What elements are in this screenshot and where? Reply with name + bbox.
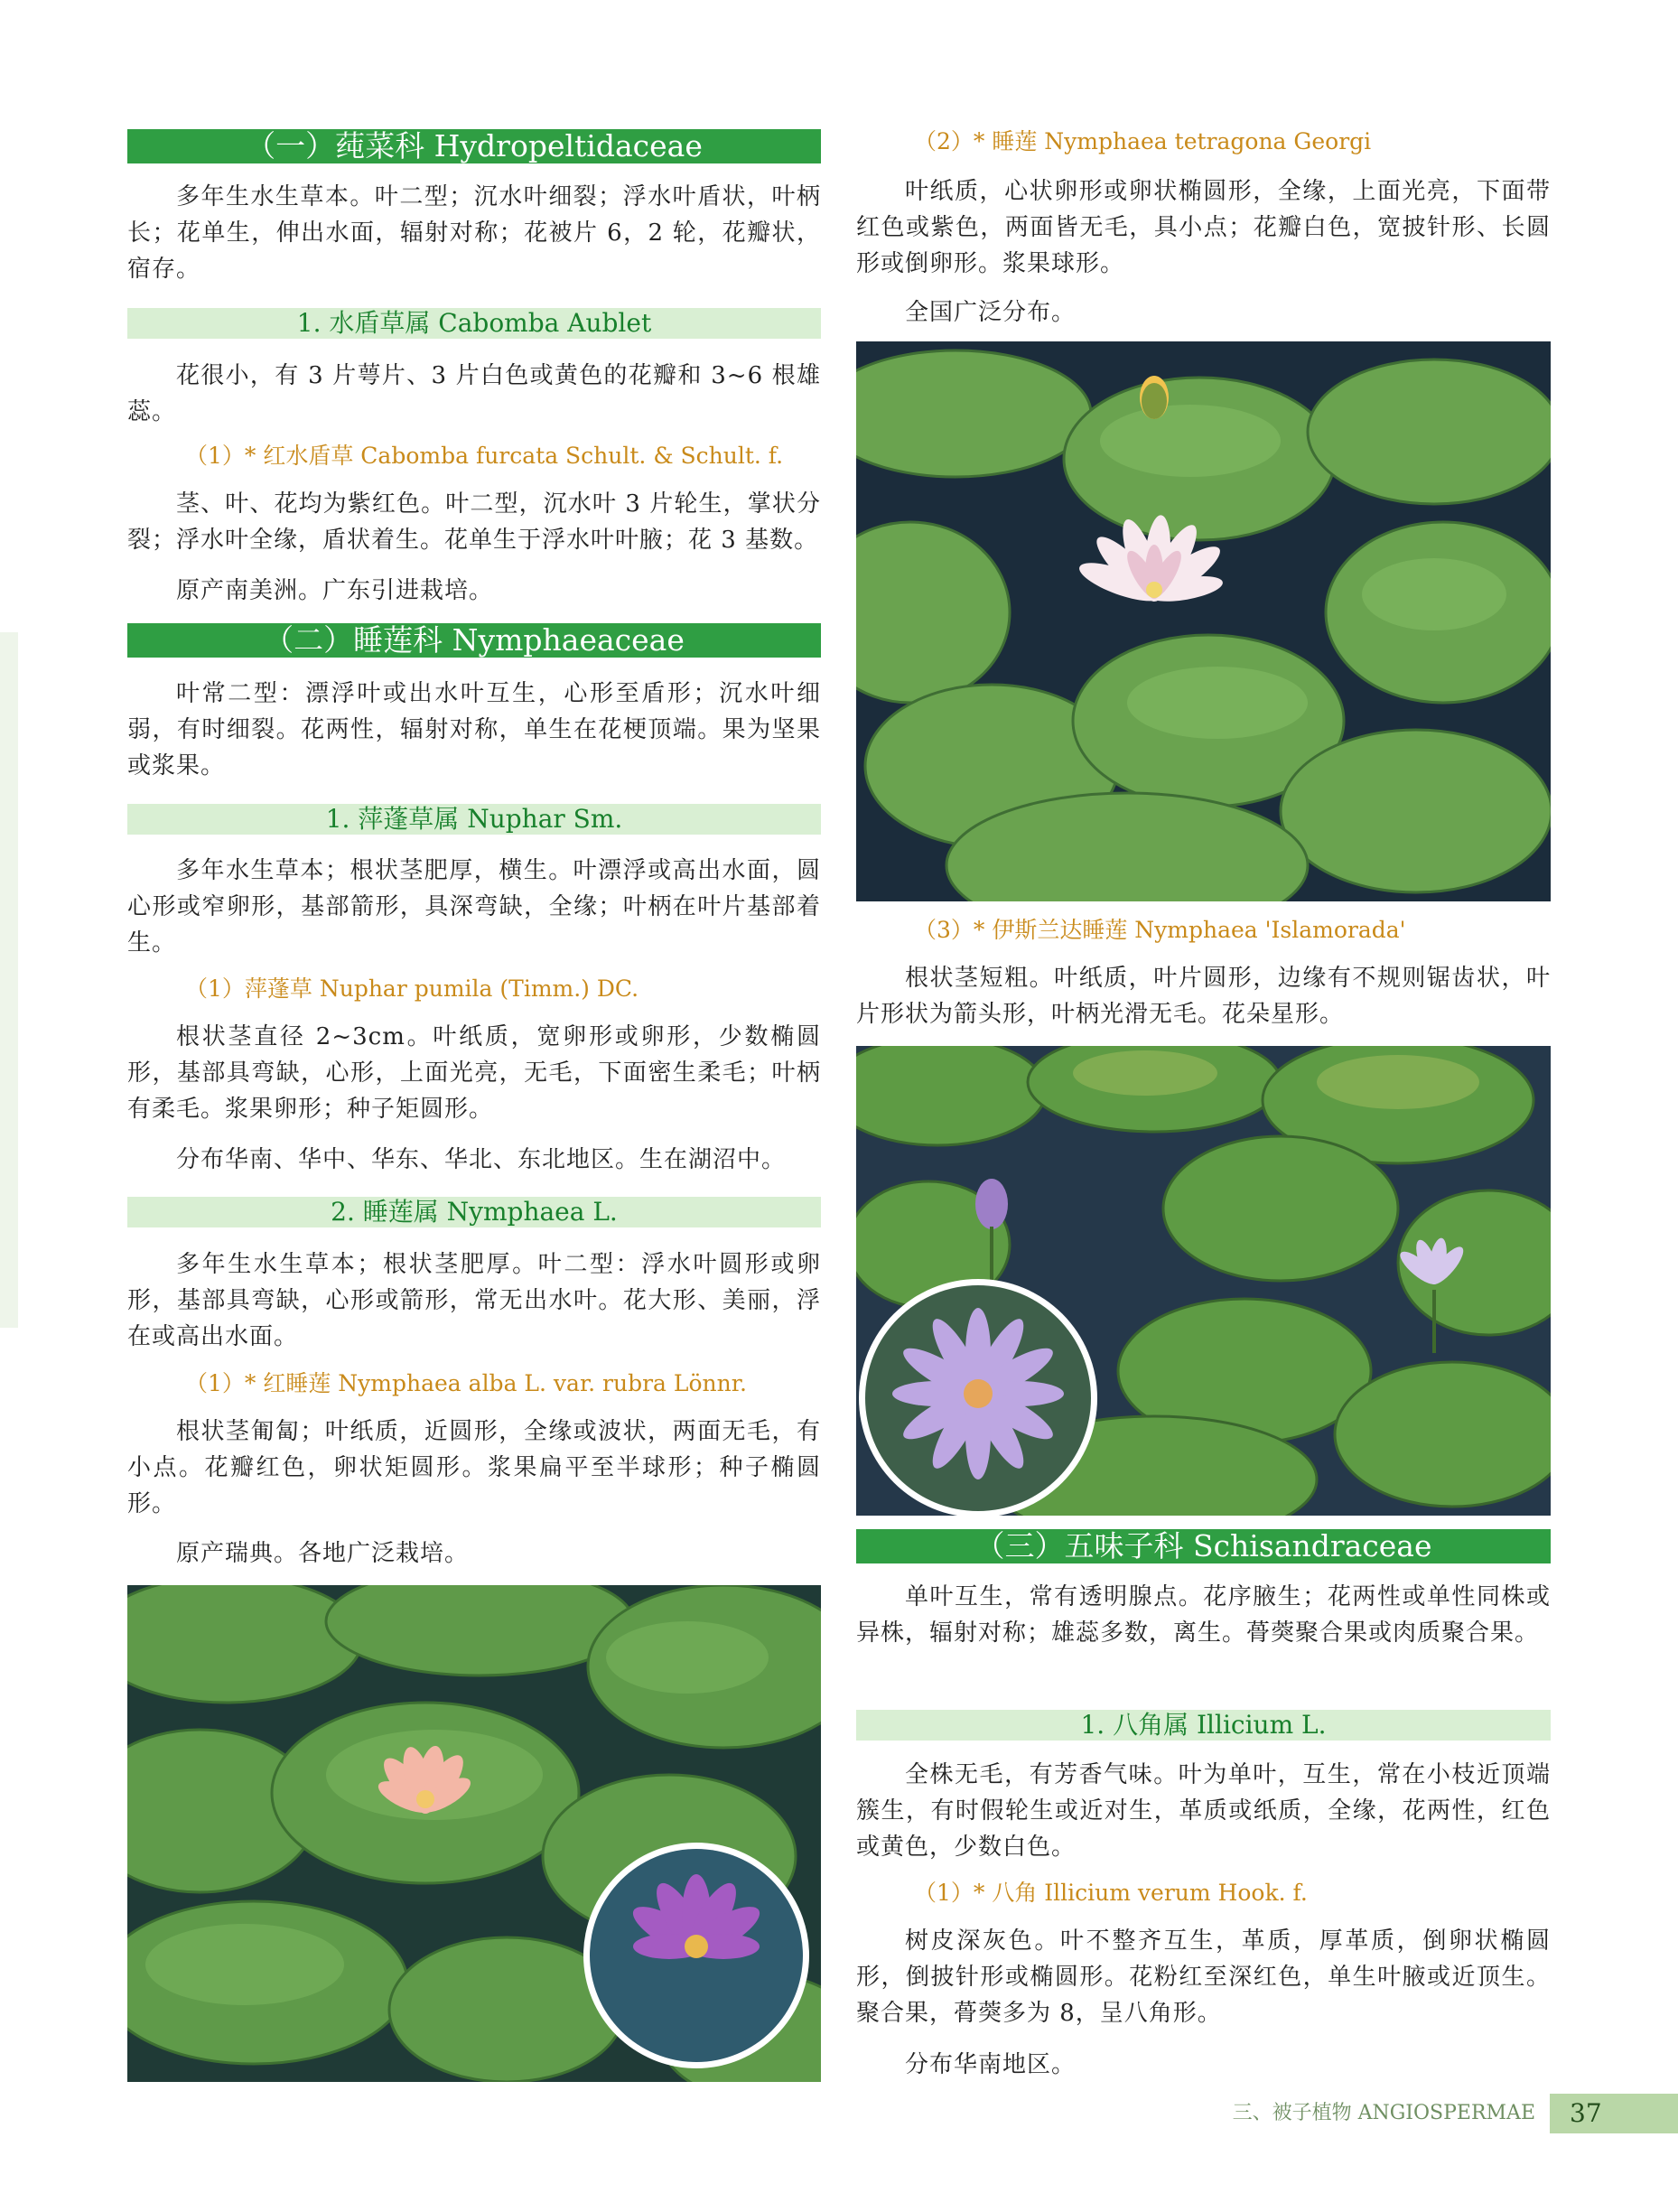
species-description: 叶纸质，心状卵形或卵状椭圆形，全缘，上面光亮，下面带红色或紫色，两面皆无毛，具小点；花瓣白色，宽披针形、长圆形或倒卵形。浆果球形。 (856, 178, 1551, 277)
genus-heading-nymphaea: 2. 睡莲属 Nymphaea L. (127, 1197, 821, 1227)
genus-description: 多年生水生草本；根状茎肥厚。叶二型：浮水叶圆形或卵形，基部具弯缺，心形或箭形，常无出水叶。花大形、美丽，浮在或高出水面。 (127, 1251, 821, 1350)
species-distribution: 分布华南、华中、华东、华北、东北地区。生在湖沼中。 (176, 1146, 787, 1173)
species-description: 根状茎短粗。叶纸质，叶片圆形，边缘有不规则锯齿状，叶片形状为箭头形，叶柄光滑无毛。花朵星形。 (856, 965, 1551, 1028)
footer-section-title: 三、被子植物 ANGIOSPERMAE (1232, 2102, 1535, 2124)
species-description: 根状茎直径 2~3cm。叶纸质，宽卵形或卵形，少数椭圆形，基部具弯缺，心形，上面光亮，无毛，下面密生柔毛；叶柄有柔毛。浆果卵形；种子矩圆形。 (127, 1023, 821, 1123)
photo-islamorada-water-lily (856, 1046, 1551, 1516)
species-heading-nymphaea-tetragona: （2）* 睡莲 Nymphaea tetragona Georgi (914, 128, 1372, 154)
species-heading-illicium-verum: （1）* 八角 Illicium verum Hook. f. (914, 1880, 1308, 1906)
genus-heading-illicium: 1. 八角属 Illicium L. (856, 1710, 1551, 1741)
page-number: 37 (1550, 2094, 1678, 2133)
family-heading-schisandraceae: （三）五味子科 Schisandraceae (856, 1529, 1551, 1563)
photo-white-water-lily (856, 341, 1551, 901)
species-distribution: 原产瑞典。各地广泛栽培。 (176, 1540, 470, 1567)
species-description: 树皮深灰色。叶不整齐互生，革质，厚革质，倒卵状椭圆形，倒披针形或椭圆形。花粉红至深红色，单生叶腋或近顶生。聚合果，蓇葖多为 8，呈八角形。 (856, 1927, 1551, 2027)
page-margin-strip (0, 632, 18, 1328)
species-heading-cabomba-furcata: （1）* 红水盾草 Cabomba furcata Schult. & Schult. f. (185, 443, 784, 469)
species-description: 茎、叶、花均为紫红色。叶二型，沉水叶 3 片轮生，掌状分裂；浮水叶全缘，盾状着生。花单生于浮水叶叶腋；花 3 基数。 (127, 490, 821, 554)
family-heading-nymphaeaceae: （二）睡莲科 Nymphaeaceae (127, 623, 821, 658)
family-description: 叶常二型：漂浮叶或出水叶互生，心形至盾形；沉水叶细弱，有时细裂。花两性，辐射对称，单生在花梗顶端。果为坚果或浆果。 (127, 680, 821, 779)
species-description: 根状茎匍匐；叶纸质，近圆形，全缘或波状，两面无毛，有小点。花瓣红色，卵状矩圆形。浆果扁平至半球形；种子椭圆形。 (127, 1418, 821, 1517)
family-description: 多年生水生草本。叶二型；沉水叶细裂；浮水叶盾状，叶柄长；花单生，伸出水面，辐射对称；花被片 6，2 轮，花瓣状，宿存。 (127, 183, 821, 283)
species-distribution: 原产南美洲。广东引进栽培。 (176, 577, 494, 604)
species-heading-nymphaea-islamorada: （3）* 伊斯兰达睡莲 Nymphaea 'Islamorada' (914, 917, 1406, 943)
species-distribution: 全国广泛分布。 (905, 299, 1077, 326)
genus-heading-nuphar: 1. 萍蓬草属 Nuphar Sm. (127, 804, 821, 835)
genus-heading-cabomba: 1. 水盾草属 Cabomba Aublet (127, 308, 821, 339)
genus-description: 多年水生草本；根状茎肥厚，横生。叶漂浮或高出水面，圆心形或窄卵形，基部箭形，具深弯缺，全缘；叶柄在叶片基部着生。 (127, 857, 821, 957)
photo-red-water-lily (127, 1585, 821, 2082)
species-distribution: 分布华南地区。 (905, 2051, 1077, 2078)
species-heading-nuphar-pumila: （1）萍蓬草 Nuphar pumila (Timm.) DC. (185, 975, 639, 1002)
family-heading-hydropeltidaceae: （一）莼菜科 Hydropeltidaceae (127, 129, 821, 163)
genus-description: 花很小，有 3 片萼片、3 片白色或黄色的花瓣和 3~6 根雄蕊。 (127, 362, 821, 425)
genus-description: 全株无毛，有芳香气味。叶为单叶，互生，常在小枝近顶端簇生，有时假轮生或近对生，革质或纸质，全缘，花两性，红色或黄色，少数白色。 (856, 1761, 1551, 1861)
species-heading-nymphaea-alba-rubra: （1）* 红睡莲 Nymphaea alba L. var. rubra Lönnr. (185, 1370, 747, 1396)
family-description: 单叶互生，常有透明腺点。花序腋生；花两性或单性同株或异株，辐射对称；雄蕊多数，离生。蓇葖聚合果或肉质聚合果。 (856, 1583, 1551, 1647)
